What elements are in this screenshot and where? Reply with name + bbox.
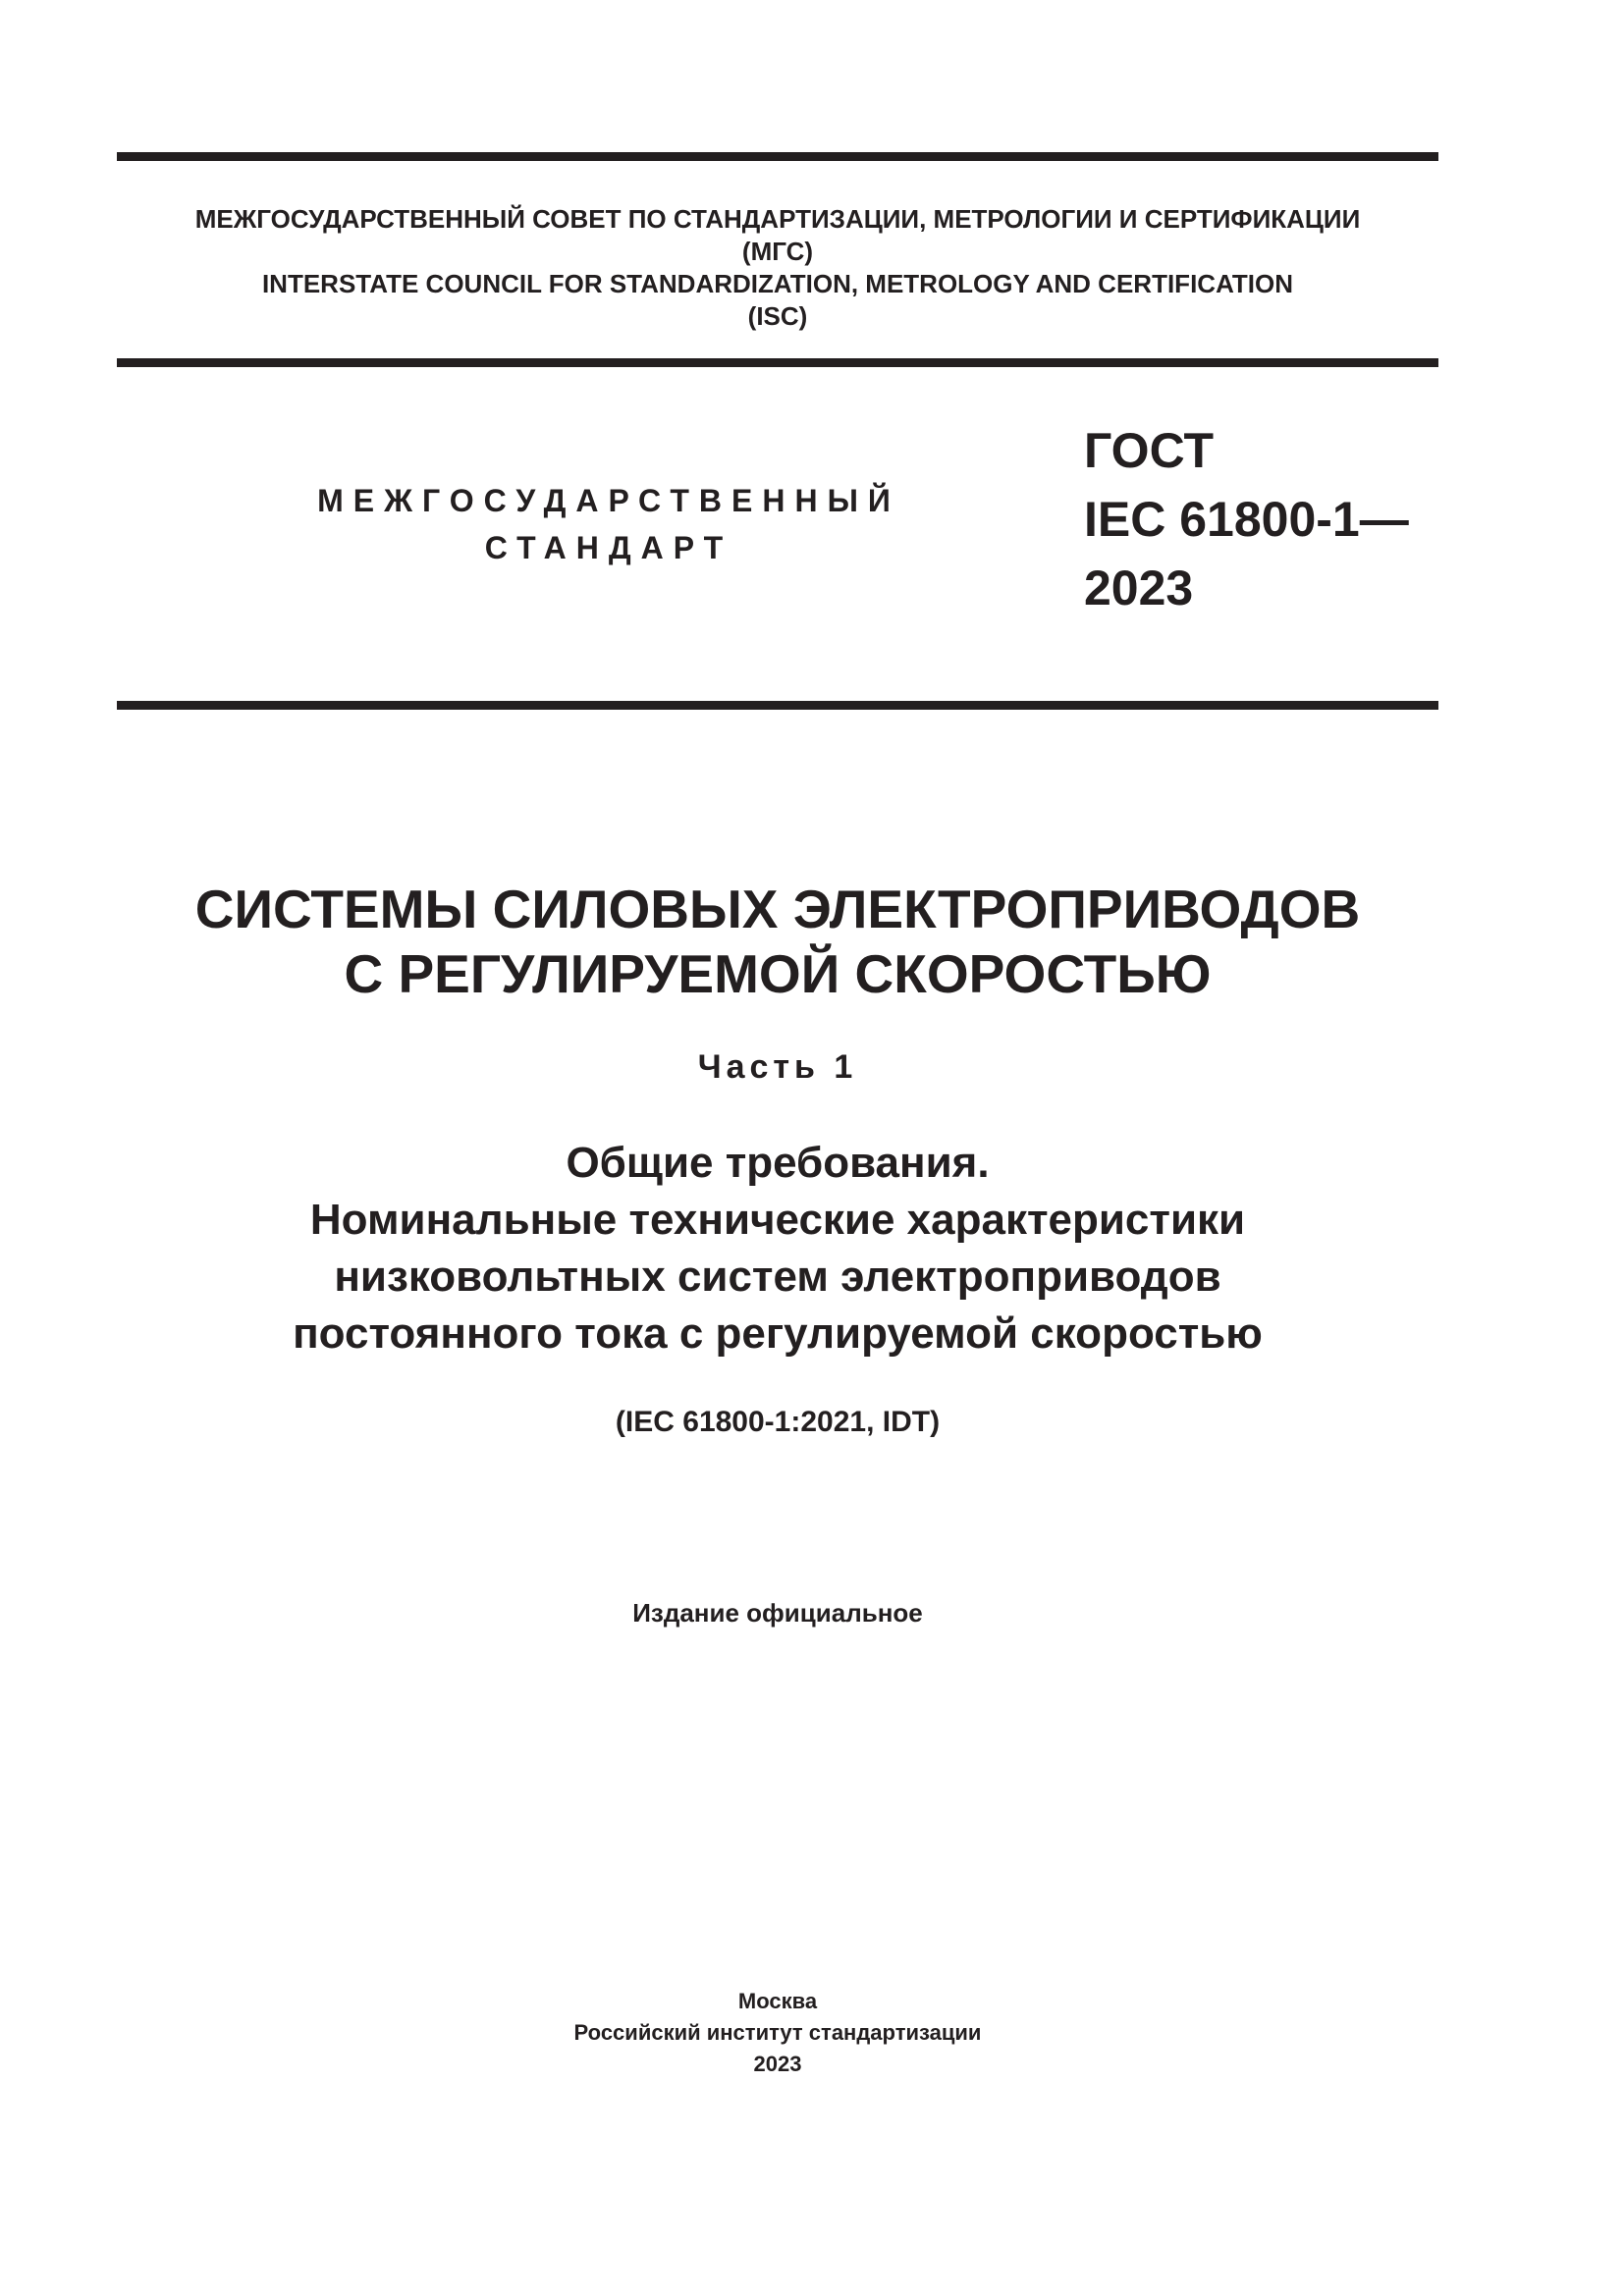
top-rule (117, 152, 1438, 161)
subtitle-line-3: низковольтных систем электроприводов (334, 1253, 1221, 1301)
publisher-institute: Российский институт стандартизации (573, 2020, 982, 2045)
council-name-ru: МЕЖГОСУДАРСТВЕННЫЙ СОВЕТ ПО СТАНДАРТИЗАЦИИ, МЕТРОЛОГИИ И СЕРТИФИКАЦИИ (194, 204, 1361, 234)
subtitle-line-2: Номинальные технические характеристики (309, 1196, 1246, 1244)
standard-label (295, 477, 923, 571)
publisher-year: 2023 (753, 2052, 802, 2076)
standard-code: ГОСТ (1084, 423, 1214, 478)
standard-designation: IEC 61800-1— (1084, 492, 1409, 547)
subtitle-line-1: Общие требования. (566, 1139, 990, 1187)
standard-number (1084, 416, 1409, 622)
title-line-2: С РЕГУЛИРУЕМОЙ СКОРОСТЬЮ (344, 943, 1212, 1004)
council-abbr-en: (ISC) (747, 301, 808, 331)
standard-year: 2023 (1084, 561, 1194, 615)
subtitle-line-4: постоянного тока с регулируемой скоростью (293, 1309, 1263, 1358)
part-label: Часть 1 (697, 1048, 858, 1086)
subtitle (117, 1135, 1438, 1362)
council-name-en: INTERSTATE COUNCIL FOR STANDARDIZATION, METROLOGY AND CERTIFICATION (261, 269, 1294, 298)
publisher-city: Москва (737, 1989, 818, 2013)
edition-note: Издание официальное (632, 1598, 923, 1628)
council-header (117, 203, 1438, 333)
publisher-block (117, 1986, 1438, 2080)
standard-label-line2: СТАНДАРТ (484, 530, 733, 565)
iec-reference: (IEC 61800-1:2021, IDT) (615, 1406, 941, 1438)
council-rule (117, 358, 1438, 367)
council-abbr-ru: (МГС) (741, 237, 814, 266)
standard-rule (117, 701, 1438, 710)
title-line-1: СИСТЕМЫ СИЛОВЫХ ЭЛЕКТРОПРИВОДОВ (194, 879, 1361, 939)
standard-label-line1: МЕЖГОСУДАРСТВЕННЫЙ (317, 483, 900, 518)
document-title (117, 877, 1438, 1006)
